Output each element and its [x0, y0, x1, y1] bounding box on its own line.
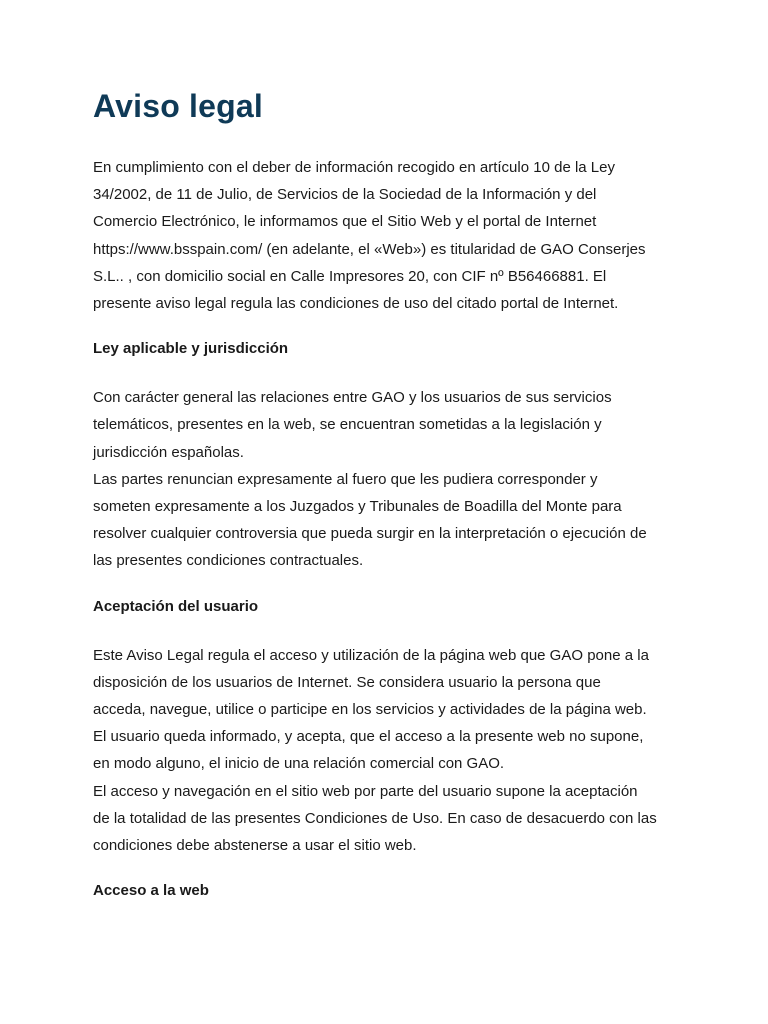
intro-paragraph: En cumplimiento con el deber de información recogido en artículo 10 de la Ley 34/2002, de 11 de Julio, de Servicios de la Sociedad de la Información y del Comercio Electrónico, le informamos que el Sitio Web y el portal de Internet https://www.bsspain.com/ (en adelante, el «Web») es titularidad de GAO Conserjes S.L.. , con domicilio social en Calle Impresores 20, con CIF nº B56466881. El presente aviso legal regula las condiciones de uso del citado portal de Internet. [93, 159, 646, 313]
spacer [93, 617, 683, 642]
section-body-ley-aplicable: Con carácter general las relaciones entre GAO y los usuarios de sus servicios telemáticos, presentes en la web, se encuentran sometidas a la legislación y jurisdicción españolas. Las partes renuncian expresamente al fuero que les pudiera corresponder y someten expresamente a los Juzgados y Tribunales de Boadilla del Monte para resolver cualquier controversia que pueda surgir en la interpretación o ejecución de las presentes condiciones contractuales. [93, 389, 647, 570]
spacer [93, 859, 683, 881]
section-body-aceptacion: Este Aviso Legal regula el acceso y utilización de la página web que GAO pone a la disposición de los usuarios de Internet. Se considera usuario la persona que acceda, navegue, utilice o participe en los servicios y actividades de la página web. El usuario queda informado, y acepta, que el acceso a la presente web no supone, en modo alguno, el inicio de una relación comercial con GAO. El acceso y navegación en el sitio web por parte del usuario supone la aceptación de la totalidad de las presentes Condiciones de Uso. En caso de desacuerdo con las condiciones debe abstenerse a usar el sitio web. [93, 646, 657, 855]
spacer [93, 359, 683, 384]
spacer [93, 317, 683, 339]
spacer [93, 575, 683, 597]
section-heading-acceso: Acceso a la web [93, 882, 209, 900]
section-heading-aceptacion: Aceptación del usuario [93, 597, 259, 615]
page-title: Aviso legal [93, 88, 263, 124]
section-heading-ley-aplicable: Ley aplicable y jurisdicción [93, 340, 289, 358]
document-page [93, 86, 683, 901]
